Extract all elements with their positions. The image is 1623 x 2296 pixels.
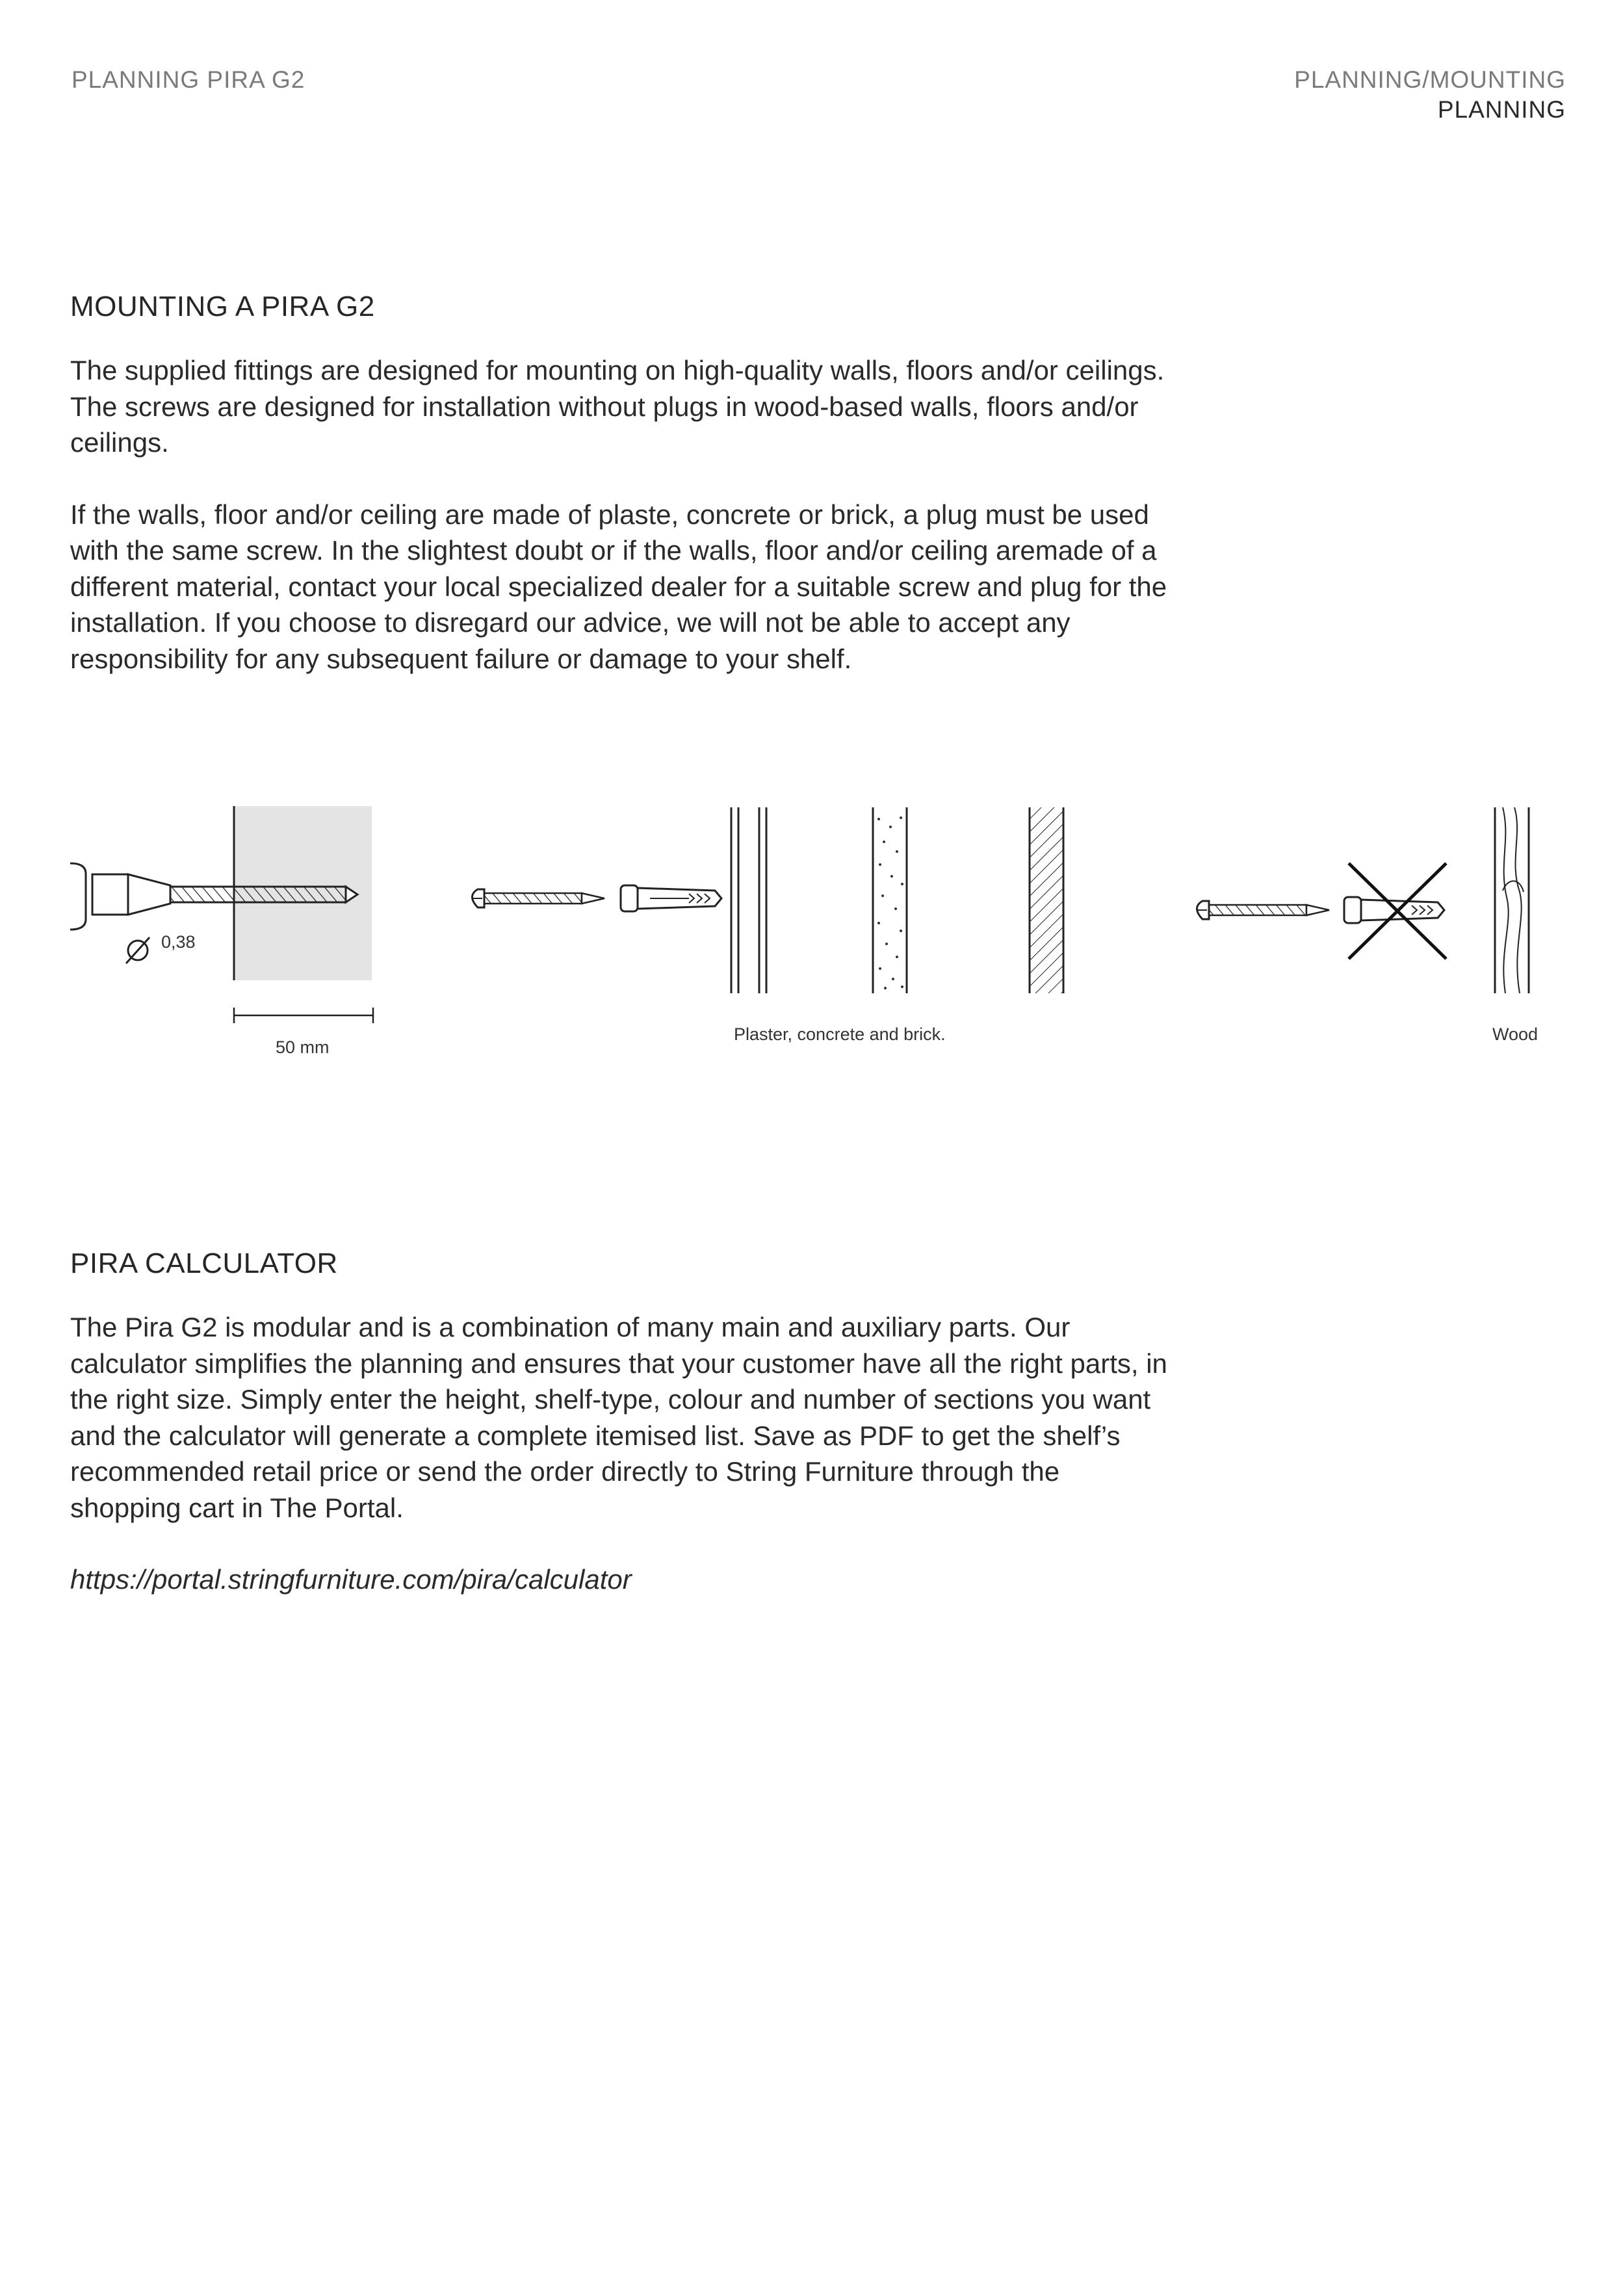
screw-tip [582, 893, 604, 904]
drill-bit [170, 887, 346, 902]
calculator-title: PIRA CALCULATOR [70, 1247, 338, 1279]
header-breadcrumb [1294, 65, 1566, 125]
drill-chuck [70, 863, 86, 930]
plaster-caption: Plaster, concrete and brick. [734, 1024, 946, 1044]
mounting-illustration [0, 780, 1623, 1079]
breadcrumb-active: PLANNING [1437, 96, 1566, 123]
calculator-link[interactable]: https://portal.stringfurniture.com/pira/calculator [70, 1564, 632, 1595]
plasterboard-wall [731, 807, 766, 993]
drill-collar [92, 874, 128, 915]
plug-collar-crossed [1344, 897, 1361, 923]
mounting-title: MOUNTING A PIRA G2 [70, 291, 375, 322]
wood-caption: Wood [1492, 1024, 1539, 1044]
mounting-section [70, 289, 1175, 712]
calculator-section [70, 1246, 1175, 1597]
screw-thread [484, 893, 582, 904]
wood-wall [1495, 807, 1529, 993]
drill-taper [128, 874, 170, 915]
drill-diameter-label: 0,38 [161, 932, 196, 952]
drill-depth-label: 50 mm [276, 1037, 330, 1057]
screw-and-plug [473, 885, 722, 911]
screw-thread-wood [1209, 905, 1306, 915]
brick-wall [1030, 807, 1063, 993]
screw-without-plug [1197, 863, 1447, 959]
concrete-wall [873, 807, 907, 993]
header-section-title: PLANNING PIRA G2 [71, 66, 305, 93]
calculator-paragraph: The Pira G2 is modular and is a combination of many main and auxiliary parts. Our calculator simplifies the planning and ensures that your customer have all the right parts, in the right size. Simply enter the height, shelf-type, colour and number of sections you want and the calculator will generate a complete itemised list. Save as PDF to get the shelf’s recommended retail price or send the order directly to String Furniture through the shopping cart in The Portal. [70, 1312, 1167, 1523]
mounting-paragraph-2: If the walls, floor and/or ceiling are made of plaste, concrete or brick, a plug must be used with the same screw. In the slightest doubt or if the walls, floor and/or ceiling aremade of a different material, contact your local specialized dealer for a suitable screw and plug for the installation. If you choose to disregard our advice, we will not be able to accept any responsibility for any subsequent failure or damage to your shelf. [70, 499, 1167, 674]
drill-wall-diagram [70, 806, 373, 1023]
breadcrumb-parent: PLANNING/MOUNTING [1294, 66, 1566, 93]
mounting-paragraph-1: The supplied fittings are designed for mounting on high-quality walls, floors and/or ceilings. The screws are designed for installation without plugs in wood-based walls, floors and/or ceilings. [70, 355, 1165, 458]
plug-collar [621, 885, 638, 911]
